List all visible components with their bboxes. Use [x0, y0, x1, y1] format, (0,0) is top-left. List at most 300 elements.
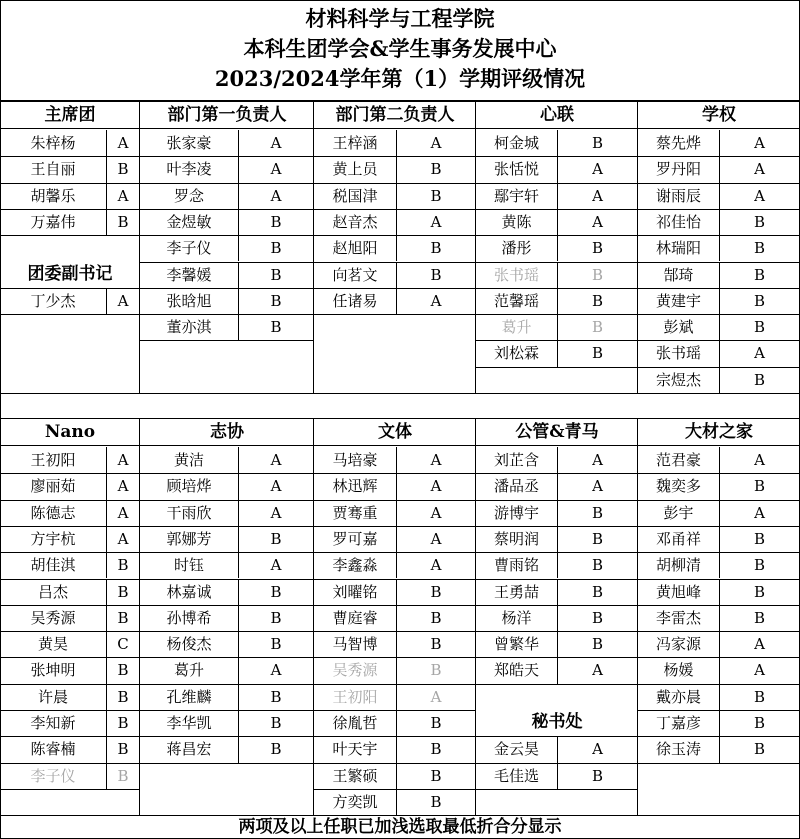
- member-name: 李子仪: [30, 766, 76, 785]
- member-name: 金煜敏: [166, 212, 212, 231]
- member-name: 彭宇: [663, 503, 694, 522]
- member-grade: B: [270, 239, 282, 258]
- grid-line: [557, 314, 558, 340]
- grid-line: [238, 710, 239, 736]
- member-name: 潘彤: [501, 239, 532, 258]
- member-grade: B: [270, 635, 282, 654]
- member-name: 赵旭阳: [332, 239, 378, 258]
- member-grade: A: [117, 134, 129, 152]
- sub-section-header: 秘书处: [531, 712, 583, 732]
- member-name: 曹雨铭: [493, 556, 539, 575]
- sub-section-header: 团委副书记: [27, 263, 113, 284]
- grid-line: [238, 605, 239, 631]
- member-grade: A: [430, 556, 442, 575]
- grid-line: [106, 605, 107, 631]
- grid-line: [719, 209, 720, 235]
- grid-line: [106, 156, 107, 182]
- section-header: 文体: [378, 422, 412, 442]
- section-header: 学权: [702, 105, 736, 125]
- member-name: 李鑫淼: [332, 556, 378, 575]
- grid-line: [106, 500, 107, 526]
- member-name: 黄建宇: [655, 291, 701, 310]
- member-grade: A: [592, 212, 603, 231]
- member-name: 范君豪: [655, 451, 701, 469]
- member-grade: A: [117, 503, 129, 522]
- member-name: 杨俊杰: [166, 635, 212, 654]
- grid-line: [396, 526, 397, 552]
- member-grade: B: [117, 212, 129, 231]
- member-name: 祁佳怡: [655, 212, 701, 231]
- grid-line: [719, 314, 720, 340]
- grid-line: [557, 473, 558, 499]
- member-grade: B: [430, 714, 442, 732]
- grid-line: [719, 657, 720, 683]
- grid-line: [557, 183, 558, 209]
- grid-line: [396, 500, 397, 526]
- grid-line: [719, 631, 720, 657]
- grid-line: [238, 736, 239, 762]
- member-name: 李馨媛: [166, 265, 212, 284]
- grid-line: [396, 736, 397, 762]
- member-name: 顾培烨: [166, 477, 212, 496]
- center-title: 本科生团学会&学生事务发展中心: [243, 36, 557, 61]
- grid-line: [238, 447, 239, 473]
- member-name: 黄上员: [332, 160, 378, 179]
- member-name: 张恬悦: [493, 160, 539, 179]
- grid-line: [719, 500, 720, 526]
- grid-line: [719, 552, 720, 578]
- member-grade: B: [270, 714, 282, 732]
- member-name: 罗丹阳: [655, 160, 701, 179]
- member-name: 孙博希: [166, 608, 212, 627]
- member-grade: B: [270, 687, 282, 706]
- member-name: 葛升: [501, 318, 532, 337]
- member-grade: C: [117, 635, 129, 654]
- member-name: 柯金城: [493, 134, 539, 152]
- member-grade: B: [270, 529, 282, 548]
- member-grade: B: [117, 687, 129, 706]
- member-name: 方奕凯: [332, 792, 378, 811]
- grid-line: [557, 209, 558, 235]
- member-name: 时钰: [173, 556, 204, 575]
- member-name: 廖丽茹: [30, 477, 76, 496]
- member-name: 刘曜铭: [332, 582, 378, 601]
- member-grade: B: [591, 265, 604, 284]
- member-grade: B: [591, 766, 604, 785]
- member-grade: A: [270, 661, 282, 680]
- member-grade: B: [591, 291, 604, 310]
- grid-line: [719, 288, 720, 314]
- member-grade: B: [270, 740, 282, 759]
- grid-line: [396, 473, 397, 499]
- grid-line: [396, 447, 397, 473]
- member-grade: A: [117, 291, 129, 310]
- member-grade: A: [430, 134, 442, 152]
- member-grade: B: [430, 186, 442, 205]
- member-name: 刘芷含: [493, 451, 539, 469]
- member-grade: A: [430, 451, 442, 469]
- grid-line: [238, 684, 239, 710]
- member-name: 冯家源: [655, 635, 701, 654]
- grid-line: [238, 473, 239, 499]
- grid-line: [719, 235, 720, 261]
- grid-line: [719, 526, 720, 552]
- member-name: 叶天宇: [332, 740, 378, 759]
- member-grade: A: [430, 477, 442, 496]
- grid-line: [106, 447, 107, 473]
- member-grade: B: [430, 766, 442, 785]
- section-header: 部门第一负责人: [167, 105, 287, 125]
- member-name: 徐玉涛: [655, 740, 701, 759]
- member-grade: A: [592, 186, 603, 205]
- member-grade: B: [753, 265, 766, 284]
- member-grade: A: [430, 291, 442, 310]
- member-grade: A: [592, 160, 603, 179]
- section-header: 心联: [540, 105, 574, 125]
- grid-line: [238, 262, 239, 288]
- grid-line: [557, 763, 558, 789]
- member-name: 潘品丞: [493, 477, 539, 496]
- grid-line: [396, 183, 397, 209]
- grid-line: [106, 579, 107, 605]
- grid-line: [106, 526, 107, 552]
- member-grade: B: [753, 714, 766, 732]
- member-name: 马培豪: [332, 451, 378, 469]
- grid-line: [106, 684, 107, 710]
- grid-line: [396, 130, 397, 156]
- member-name: 鄢宇轩: [493, 186, 539, 205]
- member-grade: B: [270, 212, 282, 231]
- grid-line: [557, 288, 558, 314]
- grid-line: [557, 657, 558, 683]
- member-grade: B: [753, 529, 766, 548]
- grid-line: [106, 183, 107, 209]
- grid-line: [106, 657, 107, 683]
- member-name: 曹庭睿: [332, 608, 378, 627]
- grid-line: [396, 262, 397, 288]
- member-grade: B: [753, 370, 766, 389]
- grid-line: [719, 183, 720, 209]
- member-name: 谢雨辰: [655, 186, 701, 205]
- member-grade: B: [430, 661, 442, 680]
- grid-line: [106, 288, 107, 314]
- grid-line: [557, 526, 558, 552]
- grid-line: [106, 209, 107, 235]
- member-name: 邓甬祥: [655, 529, 701, 548]
- member-grade: A: [754, 635, 765, 654]
- member-grade: A: [754, 451, 765, 469]
- section-header: 大材之家: [685, 422, 753, 442]
- grid-line: [238, 657, 239, 683]
- member-grade: B: [117, 714, 129, 732]
- member-grade: A: [592, 740, 603, 759]
- member-name: 郑皓天: [493, 661, 539, 680]
- member-grade: B: [591, 608, 604, 627]
- member-grade: B: [753, 740, 766, 759]
- member-grade: B: [591, 529, 604, 548]
- member-grade: A: [430, 687, 442, 706]
- member-grade: B: [591, 556, 604, 575]
- member-name: 刘松霖: [493, 344, 539, 363]
- member-grade: B: [753, 239, 766, 258]
- member-name: 魏奕多: [655, 477, 701, 496]
- grid-line: [396, 789, 397, 815]
- member-grade: B: [591, 582, 604, 601]
- grid-line: [396, 209, 397, 235]
- member-grade: A: [754, 344, 765, 363]
- member-name: 吴秀源: [30, 608, 76, 627]
- grid-line: [719, 262, 720, 288]
- member-name: 吕杰: [37, 582, 68, 601]
- member-name: 张晗旭: [166, 291, 212, 310]
- grid-line: [719, 605, 720, 631]
- member-grade: B: [270, 265, 282, 284]
- member-grade: B: [430, 160, 442, 179]
- member-name: 王自丽: [30, 160, 76, 179]
- section-header: Nano: [44, 422, 96, 442]
- member-name: 李雷杰: [655, 608, 701, 627]
- grid-line: [0, 418, 800, 419]
- member-name: 胡柳清: [655, 556, 701, 575]
- member-grade: B: [591, 134, 604, 152]
- grid-line: [106, 710, 107, 736]
- grid-line: [557, 552, 558, 578]
- member-name: 宗煜杰: [655, 370, 701, 389]
- grid-line: [0, 789, 140, 790]
- member-grade: B: [753, 687, 766, 706]
- grid-line: [238, 156, 239, 182]
- member-name: 贾骞重: [332, 503, 378, 522]
- member-name: 董亦淇: [166, 318, 212, 337]
- grid-line: [0, 128, 800, 129]
- grid-line: [238, 500, 239, 526]
- member-name: 朱梓杨: [30, 134, 76, 152]
- grid-line: [106, 736, 107, 762]
- member-name: 毛佳选: [493, 766, 539, 785]
- grid-line: [396, 288, 397, 314]
- grid-line: [396, 657, 397, 683]
- member-name: 葛升: [173, 661, 204, 680]
- term-title: 2023/2024学年第（1）学期评级情况: [214, 66, 586, 91]
- member-name: 马智博: [332, 635, 378, 654]
- member-name: 陈睿楠: [30, 740, 76, 759]
- member-grade: A: [430, 529, 442, 548]
- member-name: 林迅辉: [332, 477, 378, 496]
- member-name: 胡馨乐: [30, 186, 76, 205]
- member-name: 王初阳: [332, 687, 378, 706]
- member-grade: B: [117, 582, 129, 601]
- grid-line: [238, 579, 239, 605]
- grid-line: [396, 710, 397, 736]
- member-name: 蒋昌宏: [166, 740, 212, 759]
- grid-line: [140, 340, 314, 341]
- member-name: 彭斌: [663, 318, 694, 337]
- grid-line: [638, 763, 800, 764]
- member-grade: A: [117, 186, 129, 205]
- member-name: 郭娜芳: [166, 529, 212, 548]
- member-grade: B: [753, 556, 766, 575]
- grid-line: [719, 367, 720, 393]
- grid-line: [719, 579, 720, 605]
- grid-line: [0, 101, 800, 102]
- grid-line: [719, 736, 720, 762]
- grid-line: [719, 684, 720, 710]
- grid-line: [557, 447, 558, 473]
- grid-line: [396, 579, 397, 605]
- member-grade: B: [753, 582, 766, 601]
- member-grade: B: [117, 661, 129, 680]
- member-name: 曾繁华: [493, 635, 539, 654]
- member-grade: A: [270, 477, 282, 496]
- member-grade: A: [430, 212, 442, 231]
- member-grade: A: [117, 451, 129, 469]
- grid-line: [106, 473, 107, 499]
- grid-line: [238, 631, 239, 657]
- grid-line: [557, 340, 558, 366]
- member-grade: B: [117, 608, 129, 627]
- member-grade: B: [591, 239, 604, 258]
- member-name: 戴亦晨: [655, 687, 701, 706]
- member-name: 李子仪: [166, 239, 212, 258]
- member-grade: A: [754, 503, 765, 522]
- member-name: 税国津: [332, 186, 378, 205]
- member-name: 王勇喆: [493, 582, 539, 601]
- member-grade: B: [430, 608, 442, 627]
- member-grade: B: [270, 318, 282, 337]
- member-name: 林嘉诚: [166, 582, 212, 601]
- grid-line: [238, 209, 239, 235]
- member-name: 罗念: [173, 186, 204, 205]
- member-name: 李华凯: [166, 714, 212, 732]
- member-name: 金云昊: [493, 740, 539, 759]
- member-grade: B: [430, 265, 442, 284]
- member-grade: A: [117, 477, 129, 496]
- member-grade: B: [591, 635, 604, 654]
- grid-line: [719, 130, 720, 156]
- grid-line: [396, 235, 397, 261]
- member-name: 蔡明润: [493, 529, 539, 548]
- member-grade: A: [754, 134, 765, 152]
- member-name: 方宇杭: [30, 529, 76, 548]
- member-name: 杨洋: [501, 608, 532, 627]
- member-name: 王初阳: [30, 451, 76, 469]
- member-grade: B: [430, 792, 442, 811]
- section-header: 部门第二负责人: [335, 105, 455, 125]
- grid-line: [557, 579, 558, 605]
- section-header: 主席团: [44, 105, 96, 125]
- grid-line: [557, 130, 558, 156]
- grid-line: [314, 314, 476, 315]
- section-header: 志协: [210, 422, 244, 442]
- member-name: 张坤明: [30, 661, 76, 680]
- member-grade: B: [753, 608, 766, 627]
- grid-line: [557, 235, 558, 261]
- footnote: 两项及以上任职已加浅选取最低折合分显示: [238, 817, 562, 837]
- member-grade: B: [753, 212, 766, 231]
- member-grade: A: [270, 134, 282, 152]
- member-name: 黄旭峰: [655, 582, 701, 601]
- member-grade: A: [592, 661, 603, 680]
- member-grade: B: [753, 477, 766, 496]
- member-name: 丁嘉彦: [655, 714, 701, 732]
- grid-line: [719, 447, 720, 473]
- member-grade: B: [430, 740, 442, 759]
- member-name: 黄陈: [501, 212, 532, 231]
- grid-line: [106, 130, 107, 156]
- member-name: 孔维麟: [166, 687, 212, 706]
- grid-line: [0, 235, 140, 236]
- grid-line: [476, 789, 638, 790]
- grid-line: [557, 156, 558, 182]
- member-grade: B: [430, 239, 442, 258]
- member-grade: A: [270, 451, 282, 469]
- member-name: 徐胤哲: [332, 714, 378, 732]
- grid-line: [238, 314, 239, 340]
- grid-line: [106, 631, 107, 657]
- member-grade: A: [592, 451, 603, 469]
- member-name: 范馨瑶: [493, 291, 539, 310]
- grid-line: [140, 763, 314, 764]
- member-name: 黄洁: [173, 451, 204, 469]
- grid-line: [396, 763, 397, 789]
- grid-line: [396, 684, 397, 710]
- grid-line: [557, 500, 558, 526]
- member-name: 叶李凌: [166, 160, 212, 179]
- grid-line: [238, 130, 239, 156]
- member-name: 黄昊: [37, 635, 68, 654]
- college-title: 材料科学与工程学院: [305, 6, 495, 31]
- member-name: 赵音杰: [332, 212, 378, 231]
- member-grade: B: [591, 318, 604, 337]
- member-grade: A: [592, 477, 603, 496]
- member-grade: A: [754, 661, 765, 680]
- section-header: 公管&青马: [515, 422, 599, 442]
- member-name: 张家豪: [166, 134, 212, 152]
- member-name: 李知新: [30, 714, 76, 732]
- grid-line: [106, 552, 107, 578]
- member-grade: B: [117, 766, 129, 785]
- grid-line: [238, 288, 239, 314]
- member-grade: B: [430, 582, 442, 601]
- grid-line: [719, 156, 720, 182]
- grid-line: [238, 552, 239, 578]
- member-name: 蔡先烨: [655, 134, 701, 152]
- member-name: 陈德志: [30, 503, 76, 522]
- grid-line: [396, 605, 397, 631]
- member-grade: B: [270, 608, 282, 627]
- member-name: 万嘉伟: [30, 212, 76, 231]
- grid-line: [719, 473, 720, 499]
- grid-line: [557, 605, 558, 631]
- member-grade: B: [270, 582, 282, 601]
- member-grade: A: [754, 186, 765, 205]
- grid-line: [396, 156, 397, 182]
- member-grade: A: [117, 529, 129, 548]
- member-name: 吴秀源: [332, 661, 378, 680]
- grid-line: [0, 314, 140, 315]
- member-grade: B: [753, 291, 766, 310]
- member-grade: A: [270, 160, 282, 179]
- member-grade: B: [117, 556, 129, 575]
- member-grade: A: [754, 160, 765, 179]
- member-name: 林瑞阳: [655, 239, 701, 258]
- member-name: 丁少杰: [30, 291, 76, 310]
- member-name: 向茗文: [332, 265, 378, 284]
- member-name: 干雨欣: [166, 503, 212, 522]
- grid-line: [719, 710, 720, 736]
- grid-line: [476, 367, 638, 368]
- member-grade: A: [270, 186, 282, 205]
